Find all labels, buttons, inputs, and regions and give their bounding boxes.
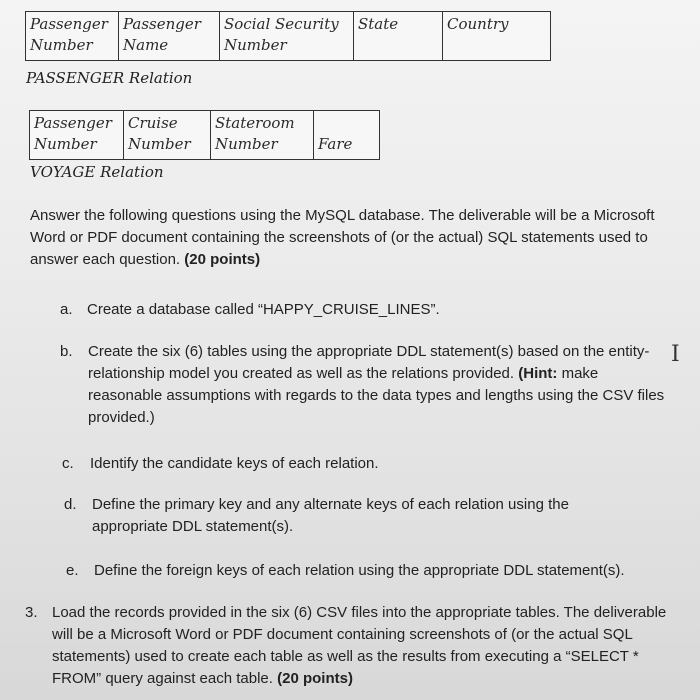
list-item-e (66, 560, 676, 582)
list-item-d (64, 494, 624, 538)
passenger-col-ssn: Social Security Number (220, 12, 354, 61)
hint-text: make reasonable assumptions with regards to the data types and lengths using the CSV files provided.) (88, 365, 665, 426)
item-text: Define the foreign keys of each relation using the appropriate DDL statement(s). (94, 562, 625, 579)
question-text: Load the records provided in the six (6) CSV files into the appropriate tables. The deliverable will be a Microsoft Word or PDF document containing screenshots of (or the actual SQL statements) used to create each table as well as the results from executing a “SELECT * FROM” query against each table. (52, 604, 667, 687)
item-text: Create the six (6) tables using the appropriate DDL statement(s) based on the entity-relationship model you created as well as the relations provided. (88, 343, 650, 382)
text-cursor-icon: I (671, 342, 680, 367)
item-marker: b. (60, 343, 73, 360)
voyage-col-fare: Fare (314, 111, 380, 160)
item-marker: c. (62, 455, 74, 472)
question-number: 3. (25, 604, 38, 621)
passenger-relation-caption: PASSENGER Relation (26, 69, 193, 87)
list-item-b (60, 341, 666, 429)
question-points: (20 points) (277, 670, 353, 687)
passenger-relation-table (25, 11, 551, 61)
hint-label: (Hint: (518, 365, 558, 382)
item-marker: a. (60, 301, 73, 318)
list-item-c (62, 453, 662, 475)
voyage-col-stateroom-number: Stateroom Number (211, 111, 314, 160)
voyage-col-cruise-number: Cruise Number (124, 111, 211, 160)
passenger-col-passenger-number: Passenger Number (26, 12, 119, 61)
voyage-relation-table (29, 110, 380, 160)
item-marker: d. (64, 496, 77, 513)
voyage-relation-caption: VOYAGE Relation (30, 163, 164, 181)
passenger-col-country: Country (443, 12, 551, 61)
instructions-text: Answer the following questions using the MySQL database. The deliverable will be a Microsoft Word or PDF document containing the screenshots of (or the actual) SQL statements used to answer each question. (30, 207, 655, 268)
passenger-col-passenger-name: Passenger Name (119, 12, 220, 61)
voyage-header-row (30, 111, 380, 160)
passenger-header-row (26, 12, 551, 61)
item-text: Define the primary key and any alternate keys of each relation using the appropriate DDL statement(s). (92, 496, 569, 535)
instructions-points: (20 points) (184, 251, 261, 268)
item-text: Identify the candidate keys of each relation. (90, 455, 379, 472)
question-3 (25, 602, 685, 690)
passenger-col-state: State (354, 12, 443, 61)
item-text: Create a database called “HAPPY_CRUISE_LINES”. (87, 301, 440, 318)
list-item-a (60, 299, 660, 321)
item-marker: e. (66, 562, 79, 579)
instructions-paragraph (30, 205, 670, 271)
voyage-col-passenger-number: Passenger Number (30, 111, 124, 160)
